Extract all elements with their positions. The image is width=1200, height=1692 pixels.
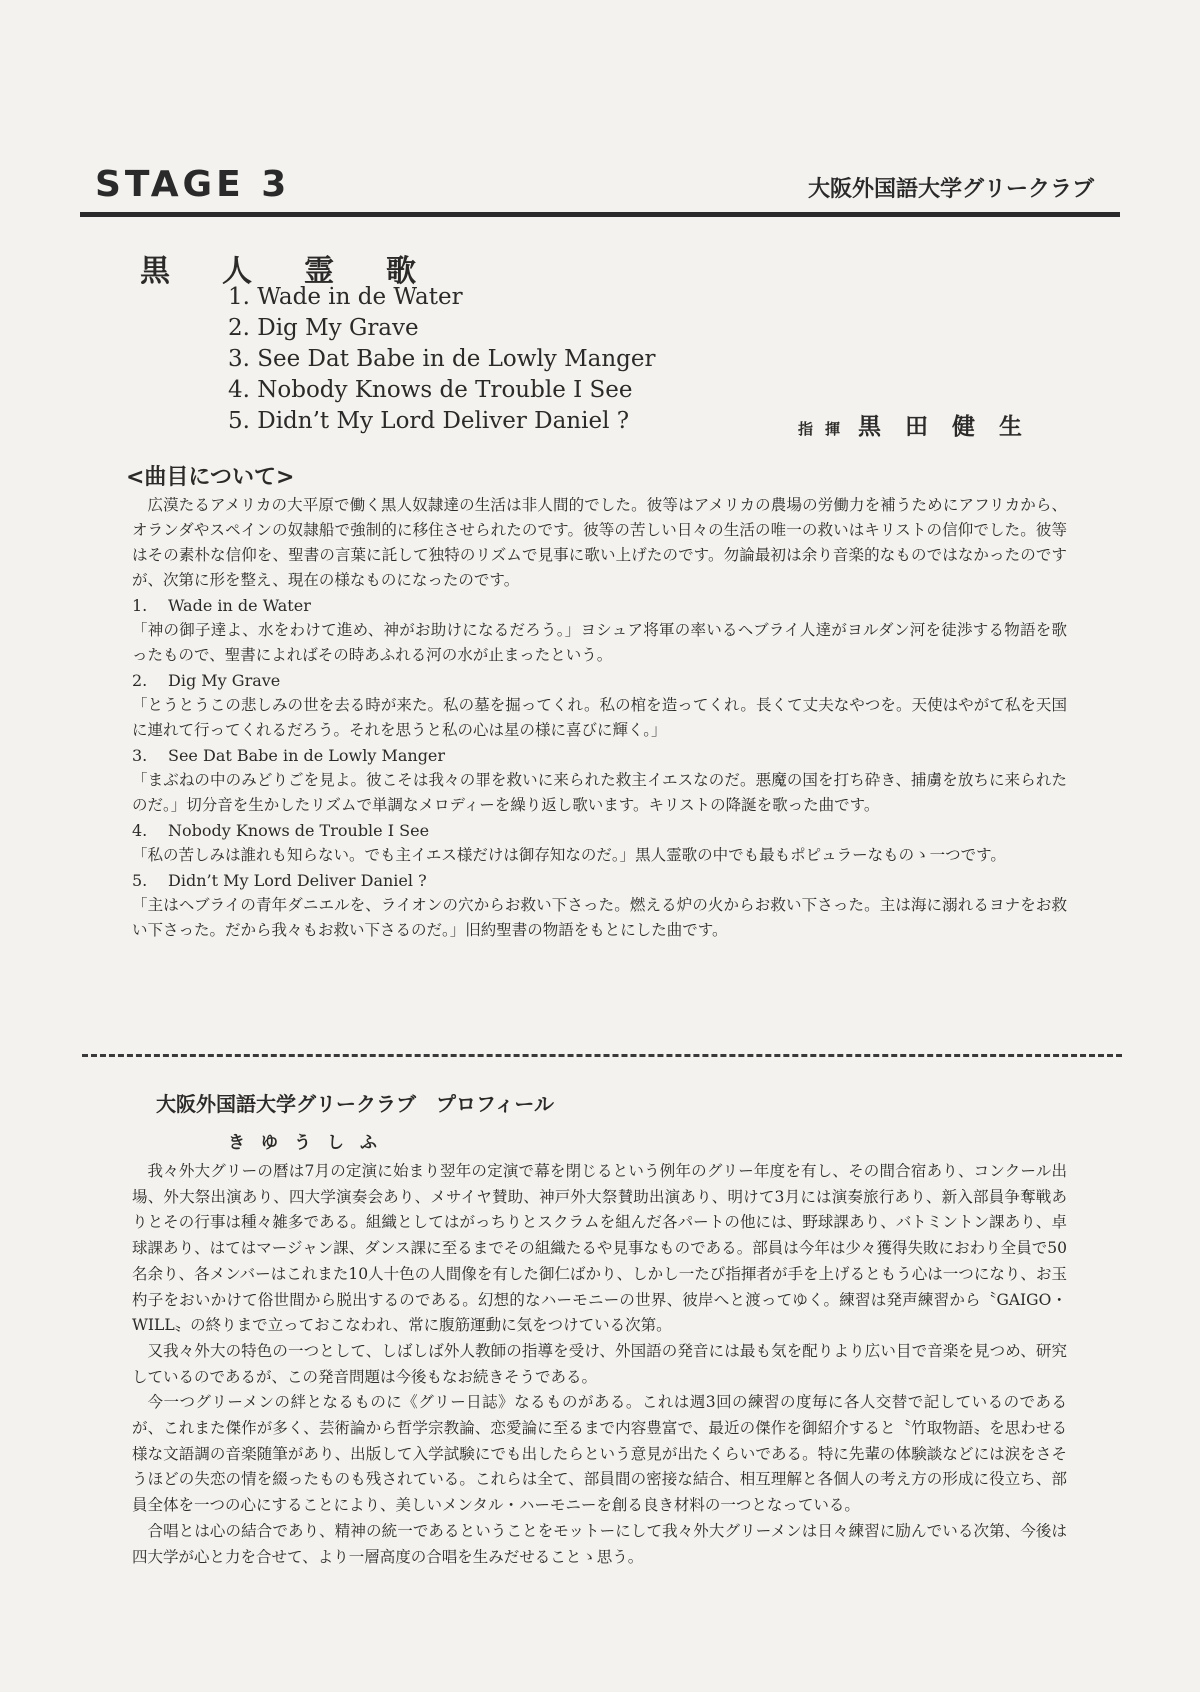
song-item: 4. Nobody Knows de Trouble I See: [228, 377, 633, 403]
note-number: 5.: [132, 871, 148, 890]
profile-paragraph: 又我々外大の特色の一つとして、しばしば外人教師の指導を受け、外国語の発音には最も気を配りより広い目で音楽を見つめ、研究しているのであるが、この発音問題は今後もなお続きそうである。: [132, 1341, 1067, 1386]
note-song-title: Dig My Grave: [168, 671, 281, 690]
note-number: 3.: [132, 746, 148, 765]
profile-paragraph: 今一つグリーメンの絆となるものに《グリー日誌》なるものがある。これは週3回の練習の度毎に各人交替で記しているのであるが、これまた傑作が多く、芸術論から哲学宗教論、恋愛論に至るまで内容豊富で、最近の傑作を御紹介すると〝竹取物語〟を思わせる様な文語調の音楽随筆があり、出版して入学試験にでも出したらという意見が出たくらいである。特に先輩の体験談などには涙をさそうほどの失恋の情を綴ったものも残されている。これらは全て、部員間の密接な結合、相互理解と各個人の考え方の形成に役立ち、部員全体を一つの心にすることにより、美しいメンタル・ハーモニーを創る良き材料の一つとなっている。: [132, 1393, 1067, 1515]
note-song-title: Nobody Knows de Trouble I See: [168, 821, 430, 840]
note-number: 1.: [132, 596, 148, 615]
song-item: 3. See Dat Babe in de Lowly Manger: [228, 346, 656, 372]
song-notes: [132, 493, 1067, 943]
note-text: 「主はヘブライの青年ダニエルを、ライオンの穴からお救い下さった。燃える炉の火からお救い下さった。主は海に溺れるヨナをお救い下さった。だから我々もお救い下さるのだ。」旧約聖書の物語をもとにした曲です。: [132, 896, 1067, 939]
conductor-name: 黒田健生: [858, 414, 1047, 440]
song-item: 1. Wade in de Water: [228, 284, 463, 310]
note-text: 「とうとうこの悲しみの世を去る時が来た。私の墓を掘ってくれ。私の棺を造ってくれ。長くて丈夫なやつを。天使はやがて私を天国に連れて行ってくれるだろう。それを思うと私の心は星の様に喜びに輝く。」: [132, 696, 1067, 739]
song-list: [228, 282, 656, 437]
note-song-title: Wade in de Water: [168, 596, 311, 615]
profile-subtitle: きゆうしふ: [228, 1133, 393, 1153]
note-number: 2.: [132, 671, 148, 690]
notes-heading: <曲目について>: [126, 465, 295, 490]
notes-intro: 広漠たるアメリカの大平原で働く黒人奴隷達の生活は非人間的でした。彼等はアメリカの農場の労働力を補うためにアフリカから、オランダやスペインの奴隷船で強制的に移住させられたのです。彼等の苦しい日々の生活の唯一の救いはキリストの信仰でした。彼等はその素朴な信仰を、聖書の言葉に託して独特のリズムで見事に歌い上げたのです。勿論最初は余り音楽的なものではなかったのですが、次第に形を整え、現在の様なものになったのです。: [132, 496, 1067, 589]
section-divider: [82, 1054, 1122, 1057]
conductor: [798, 408, 1046, 441]
note-title: [132, 743, 1067, 768]
note-text: 「まぶねの中のみどりごを見よ。彼こそは我々の罪を救いに来られた救主イエスなのだ。悪魔の国を打ち砕き、捕虜を放ちに来られたのだ。」切分音を生かしたリズムで単調なメロディーを繰り返し歌います。キリストの降誕を歌った曲です。: [132, 771, 1067, 814]
note-song-title: Didn’t My Lord Deliver Daniel ?: [168, 871, 427, 890]
header-rule: [80, 212, 1120, 217]
note-title: [132, 868, 1067, 893]
conductor-label: 指揮: [798, 420, 853, 438]
song-item: 2. Dig My Grave: [228, 315, 419, 341]
note-title: [132, 593, 1067, 618]
note-song-title: See Dat Babe in de Lowly Manger: [168, 746, 446, 765]
profile-body: [132, 1159, 1067, 1570]
profile-paragraph: 合唱とは心の結合であり、精神の統一であるということをモットーにして我々外大グリーメンは日々練習に励んでいる次第、今後は四大学が心と力を合せて、より一層高度の合唱を生みだせることゝ思う。: [132, 1521, 1067, 1566]
stage-title: STAGE 3: [95, 164, 291, 205]
club-name-header: 大阪外国語大学グリークラブ: [807, 177, 1094, 202]
note-text: 「神の御子達よ、水をわけて進め、神がお助けになるだろう。」ヨシュア将軍の率いるヘブライ人達がヨルダン河を徒渉する物語を歌ったもので、聖書によればその時あふれる河の水が止まったという。: [132, 621, 1067, 664]
program-title: 黒人霊歌: [140, 254, 468, 289]
profile-title: 大阪外国語大学グリークラブ プロフィール: [156, 1092, 554, 1116]
note-title: [132, 668, 1067, 693]
song-item: 5. Didn’t My Lord Deliver Daniel ?: [228, 408, 630, 434]
profile-paragraph: 我々外大グリーの暦は7月の定演に始まり翌年の定演で幕を閉じるという例年のグリー年度を有し、その間合宿あり、コンクール出場、外大祭出演あり、四大学演奏会あり、メサイヤ賛助、神戸外大祭賛助出演あり、明けて3月には演奏旅行あり、新入部員争奪戦ありとその行事は種々雑多である。組織としてはがっちりとスクラムを組んだ各パートの他には、野球課あり、バトミントン課あり、卓球課あり、はてはマージャン課、ダンス課に至るまでその組織たるや見事なものである。部員は今年は少々獲得失敗におわり全員で50名余り、各メンバーはこれまた10人十色の人間像を有した御仁ばかり、しかし一たび指揮者が手を上げるともう心は一つになり、お玉杓子をおいかけて俗世間から脱出するのである。幻想的なハーモニーの世界、彼岸へと渡ってゆく。練習は発声練習から〝GAIGO・WILL〟の終りまで立っておこなわれ、常に腹筋運動に気をつけている次第。: [132, 1162, 1067, 1335]
note-number: 4.: [132, 821, 148, 840]
note-title: [132, 818, 1067, 843]
note-text: 「私の苦しみは誰れも知らない。でも主イエス様だけは御存知なのだ。」黒人霊歌の中でも最もポピュラーなものゝ一つです。: [132, 846, 1006, 864]
